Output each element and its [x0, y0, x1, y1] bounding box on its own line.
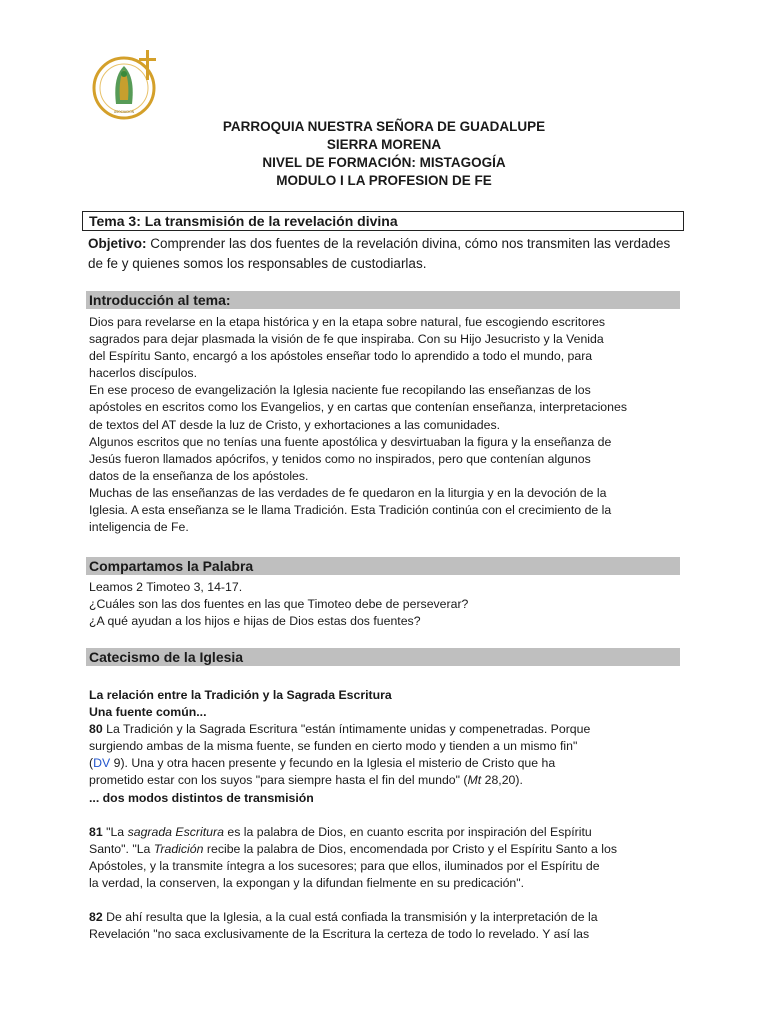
- p80-line: [89, 772, 683, 789]
- header-location: SIERRA MORENA: [326, 137, 442, 152]
- p81-em: Tradición: [153, 841, 204, 856]
- objective-text: Comprender las dos fuentes de la revelación divina, cómo nos transmiten las verdades de fe y quienes somos los responsables de custodiarlas.: [88, 236, 671, 271]
- parish-logo: [86, 46, 166, 126]
- intro-text: [89, 314, 683, 536]
- header-parish: PARROQUIA NUESTRA SEÑORA DE GUADALUPE: [222, 119, 546, 134]
- intro-heading: Introducción al tema:: [86, 291, 680, 309]
- objective: [88, 234, 678, 274]
- p80-text: 28,20).: [481, 773, 523, 788]
- intro-line: Jesús fueron llamados apócrifos, y tenidos como no inspirados, pero que contenían algunos: [89, 451, 591, 466]
- p80-text: prometido estar con los suyos "para siempre hasta el fin del mundo" (: [89, 773, 468, 788]
- intro-line: En ese proceso de evangelización la Iglesia naciente fue recopilando las enseñanzas de los: [89, 383, 591, 398]
- catecismo-subheading: La relación entre la Tradición y la Sagrada Escritura: [89, 688, 392, 702]
- intro-line: datos de la enseñanza de los apóstoles.: [89, 468, 309, 483]
- header-level: NIVEL DE FORMACIÓN: MISTAGOGÍA: [262, 155, 506, 170]
- p81-line: la verdad, la conserven, la expongan y la difundan fielmente en su predicación".: [89, 875, 525, 890]
- spacer: [89, 807, 683, 824]
- p82-line: Revelación "no saca exclusivamente de la Escritura la certeza de todo lo revelado. Y así las: [89, 927, 590, 942]
- p80-text: 9). Una y otra hacen presente y fecundo en la Iglesia el misterio de Cristo que ha: [110, 756, 556, 771]
- intro-line: hacerlos discípulos.: [89, 366, 197, 381]
- intro-line: Dios para revelarse en la etapa histórica y en la etapa sobre natural, fue escogiendo escritores: [89, 315, 606, 329]
- intro-line: Muchas de las enseñanzas de las verdades de fe quedaron en la liturgia y en la devoción de la: [89, 485, 607, 500]
- intro-line: inteligencia de Fe.: [89, 520, 189, 535]
- intro-line: apóstoles en escritos como los Evangelios, y en cartas que contenían enseñanza, interpretaciones: [89, 400, 627, 415]
- p81-text: recibe la palabra de Dios, encomendada por Cristo y el Espíritu Santo a los: [203, 841, 618, 856]
- paragraph-number: 81: [89, 824, 103, 839]
- p80-line: surgiendo ambas de la misma fuente, se funden en cierto modo y tienden a un mismo fin": [89, 739, 578, 754]
- spacer: [89, 892, 683, 909]
- catecismo-subheading: Una fuente común...: [89, 705, 207, 720]
- p80-line: [89, 755, 683, 772]
- document-header: [0, 118, 768, 190]
- paragraph-number: 82: [89, 910, 103, 925]
- p81-em: sagrada Escritura: [127, 824, 224, 839]
- paragraph-number: 80: [89, 722, 103, 737]
- paragraph-82: [89, 909, 683, 926]
- intro-line: de textos del AT desde la luz de Cristo, y exhortaciones a las comunidades.: [89, 417, 501, 432]
- p81-line: Apóstoles, y la transmite íntegra a los sucesores; para que ellos, iluminados por el Espíritu de: [89, 858, 600, 873]
- palabra-line: Leamos 2 Timoteo 3, 14-17.: [89, 580, 243, 594]
- catecismo-text: [89, 687, 683, 943]
- paragraph-80: [89, 721, 683, 738]
- objective-label: Objetivo:: [88, 236, 147, 251]
- intro-line: sagrados para dejar plasmada la visión de fe que inspiraba. Con su Hijo Jesucristo y la Venida: [89, 332, 604, 347]
- p80-line: La Tradición y la Sagrada Escritura "están íntimamente unidas y compenetradas. Porque: [102, 722, 591, 737]
- header-module: MODULO I LA PROFESION DE FE: [276, 173, 492, 188]
- topic-title: Tema 3: La transmisión de la revelación divina: [82, 211, 684, 231]
- palabra-line: ¿A qué ayudan a los hijos e hijas de Dios estas dos fuentes?: [89, 614, 421, 629]
- catecismo-subheading: ... dos modos distintos de transmisión: [89, 790, 314, 805]
- p81-text: Santo". "La: [89, 841, 154, 856]
- palabra-heading: Compartamos la Palabra: [86, 557, 680, 575]
- paragraph-81: [89, 824, 683, 841]
- catecismo-heading: Catecismo de la Iglesia: [86, 648, 680, 666]
- p82-text: De ahí resulta que la Iglesia, a la cual está confiada la transmisión y la interpretación de la: [102, 910, 598, 925]
- p81-text: "La: [102, 824, 128, 839]
- p81-line: [89, 841, 683, 858]
- p81-text: es la palabra de Dios, en cuanto escrita por inspiración del Espíritu: [223, 824, 592, 839]
- intro-line: Algunos escritos que no tenías una fuente apostólica y desvirtuaban la figura y la enseñanza de: [89, 434, 612, 449]
- p80-ref: Mt: [467, 773, 482, 788]
- palabra-text: [89, 579, 683, 630]
- p80-paren: (: [89, 756, 94, 771]
- palabra-line: ¿Cuáles son las dos fuentes en las que Timoteo debe de perseverar?: [89, 597, 469, 612]
- svg-text:ASOCIACION: ASOCIACION: [113, 110, 135, 114]
- dv-link[interactable]: DV: [93, 756, 111, 771]
- intro-line: Iglesia. A esta enseñanza se le llama Tradición. Esta Tradición continúa con el crecimiento de la: [89, 503, 612, 518]
- intro-line: del Espíritu Santo, encargó a los apóstoles enseñar todo lo aprendido a todo el mundo, para: [89, 349, 593, 364]
